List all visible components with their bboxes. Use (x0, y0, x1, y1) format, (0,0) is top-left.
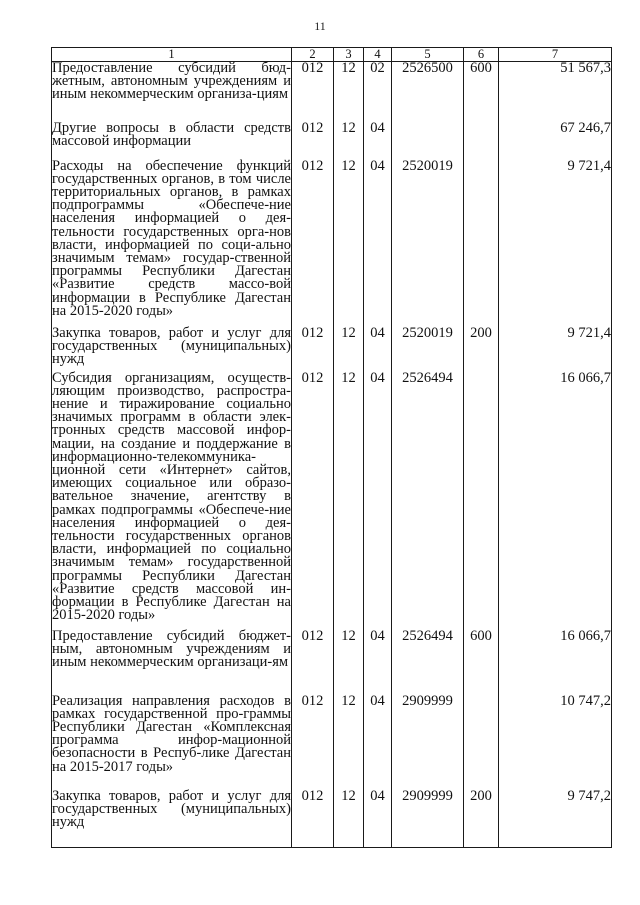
table-row (52, 695, 612, 790)
section-code: 12 (334, 695, 364, 790)
amount: 9 747,2 (499, 790, 612, 848)
table-row (52, 790, 612, 848)
amount: 16 066,7 (499, 372, 612, 630)
col-header-2: 2 (292, 48, 334, 62)
amount: 9 721,4 (499, 160, 612, 327)
amount: 51 567,3 (499, 62, 612, 122)
col-header-3: 3 (334, 48, 364, 62)
target-article-code: 2909999 (392, 695, 464, 790)
row-description: Предоставление субсидий бюд-жетным, автономным учреждениям и иным некоммерческим организа-циям (52, 60, 291, 103)
subsection-code: 04 (364, 790, 392, 848)
amount: 16 066,7 (499, 630, 612, 695)
target-article-code: 2520019 (392, 160, 464, 327)
row-description: Закупка товаров, работ и услуг для государственных (муниципальных) нужд (52, 324, 291, 367)
section-code: 12 (334, 160, 364, 327)
ministry-code: 012 (292, 372, 334, 630)
row-description: Другие вопросы в области средств массовой информации (52, 119, 291, 149)
subsection-code: 04 (364, 160, 392, 327)
row-description: Закупка товаров, работ и услуг для государственных (муниципальных) нужд (52, 787, 291, 830)
page-number: 11 (314, 19, 326, 33)
expense-type-code (464, 695, 499, 790)
ministry-code: 012 (292, 122, 334, 160)
amount: 9 721,4 (499, 327, 612, 372)
col-header-4: 4 (364, 48, 392, 62)
expense-type-code (464, 160, 499, 327)
subsection-code: 02 (364, 62, 392, 122)
target-article-code (392, 122, 464, 160)
ministry-code: 012 (292, 327, 334, 372)
target-article-code: 2520019 (392, 327, 464, 372)
subsection-code: 04 (364, 372, 392, 630)
col-header-1: 1 (52, 48, 292, 62)
table-row (52, 122, 612, 160)
col-header-7: 7 (499, 48, 612, 62)
table-row (52, 372, 612, 630)
ministry-code: 012 (292, 790, 334, 848)
expense-type-code: 600 (464, 630, 499, 695)
row-description: Расходы на обеспечение функций государственных органов, в том числе территориальных органов, в рамках подпрограммы «Обеспече-ние населения информацией о дея-тельности государственных орга-нов власти, информацией по соци-ально значимым темам» государ-ственной программы Республики Дагестан «Развитие средств массо-вой информации в Республике Дагестан на 2015-2020 годы» (52, 157, 291, 319)
amount: 10 747,2 (499, 695, 612, 790)
table-row (52, 327, 612, 372)
table-row (52, 62, 612, 122)
expense-type-code (464, 122, 499, 160)
section-code: 12 (334, 790, 364, 848)
amount: 67 246,7 (499, 122, 612, 160)
ministry-code: 012 (292, 630, 334, 695)
row-description: Субсидия организациям, осуществ-ляющим производство, распростра-нение и тиражирование социально значимых программ в области элек-тронных средств массовой инфор-мации, на создание и поддержание в информационно-телекоммуника-ционной сети «Интернет» сайтов, имеющих социальное или образо-вательное значение, агентству в рамках подпрограммы «Обеспече-ние населения информацией о дея-тельности государственных органов власти, информацией по социально значимым темам» государственной программы Республики Дагестан «Развитие средств массовой ин-формации в Республике Дагестан на 2015-2020 годы» (52, 369, 291, 624)
table-row (52, 630, 612, 695)
subsection-code: 04 (364, 122, 392, 160)
section-code: 12 (334, 372, 364, 630)
target-article-code: 2526500 (392, 62, 464, 122)
row-description: Реализация направления расходов в рамках государственной про-граммы Республики Дагестан «Комплексная программа инфор-мационной безопасности в Респуб-лике Дагестан на 2015-2017 годы» (52, 692, 291, 775)
target-article-code: 2526494 (392, 372, 464, 630)
col-header-6: 6 (464, 48, 499, 62)
section-code: 12 (334, 327, 364, 372)
expense-type-code: 200 (464, 790, 499, 848)
row-description: Предоставление субсидий бюджет-ным, автономным учреждениям и иным некоммерческим организаци-ям (52, 627, 291, 670)
target-article-code: 2909999 (392, 790, 464, 848)
ministry-code: 012 (292, 62, 334, 122)
subsection-code: 04 (364, 327, 392, 372)
expense-type-code: 600 (464, 62, 499, 122)
section-code: 12 (334, 122, 364, 160)
section-code: 12 (334, 630, 364, 695)
expense-type-code (464, 372, 499, 630)
subsection-code: 04 (364, 695, 392, 790)
ministry-code: 012 (292, 695, 334, 790)
table-row (52, 160, 612, 327)
expense-type-code: 200 (464, 327, 499, 372)
section-code: 12 (334, 62, 364, 122)
ministry-code: 012 (292, 160, 334, 327)
subsection-code: 04 (364, 630, 392, 695)
budget-table (51, 47, 612, 848)
col-header-5: 5 (392, 48, 464, 62)
target-article-code: 2526494 (392, 630, 464, 695)
